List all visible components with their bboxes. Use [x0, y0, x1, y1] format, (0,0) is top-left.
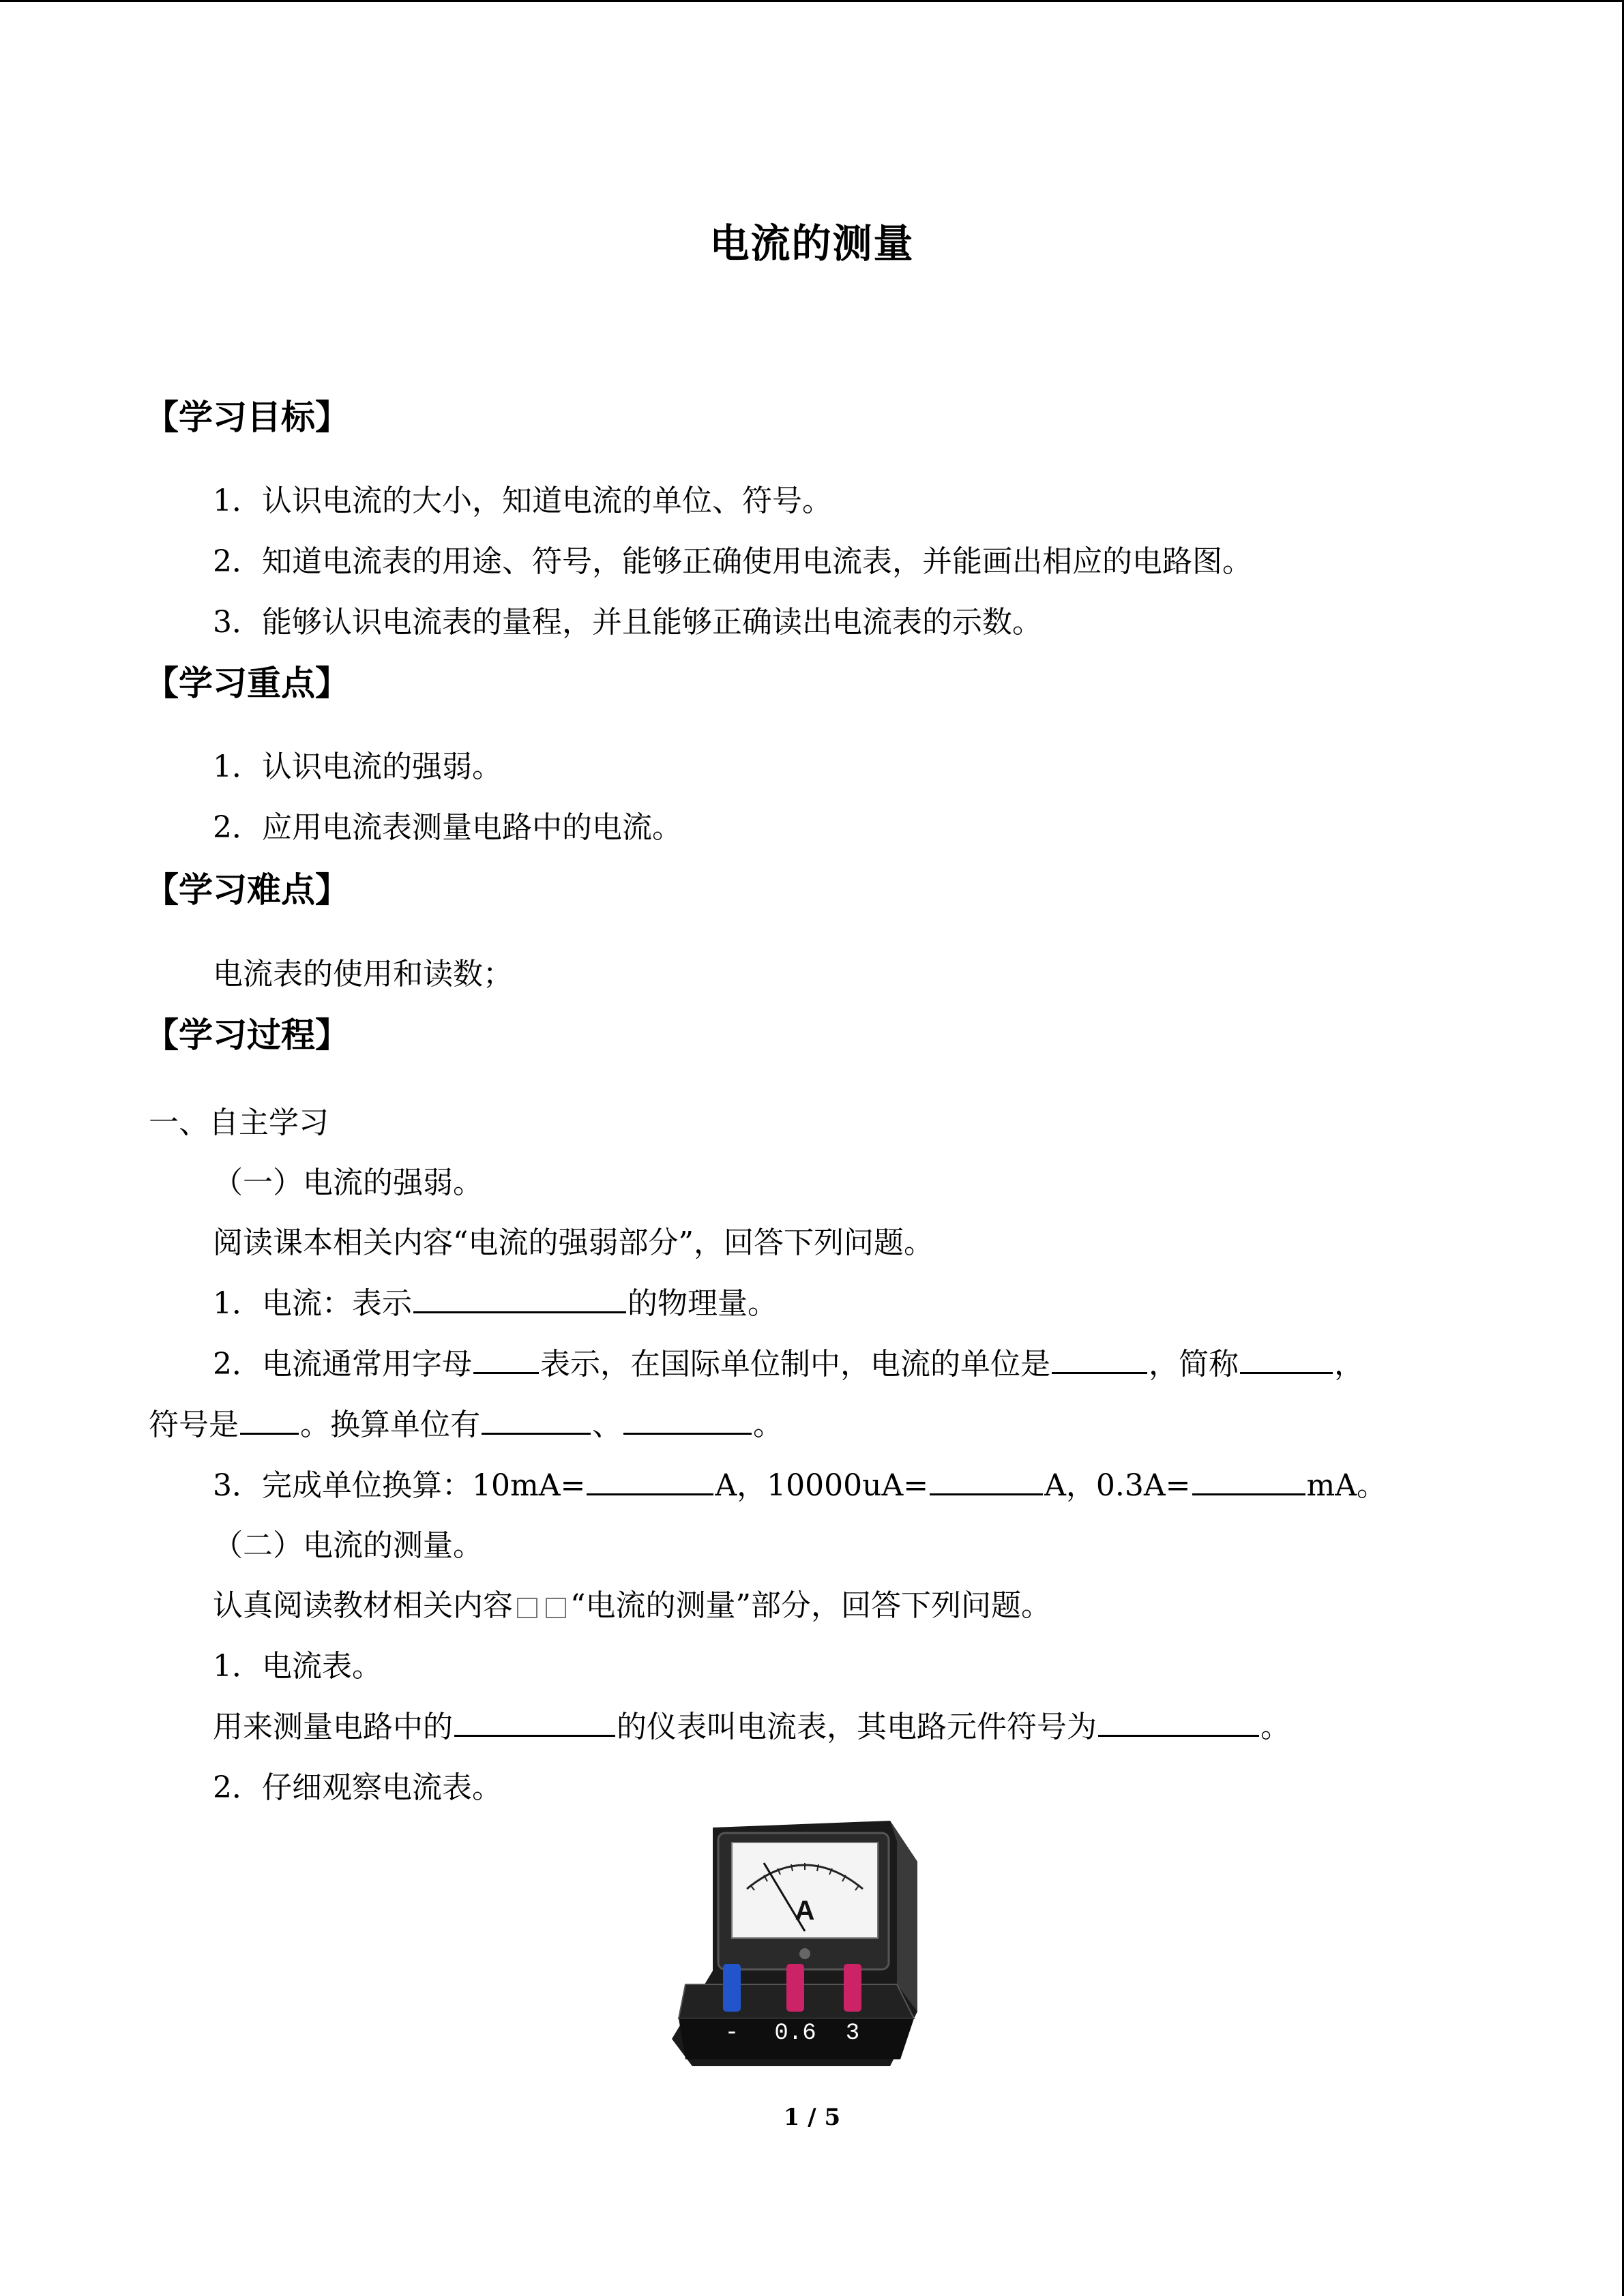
terminal-negative — [723, 1964, 741, 2012]
goal-item: 2．知道电流表的用途、符号，能够正确使用电流表，并能画出相应的电路图。 — [213, 544, 1252, 579]
goal-item: 3．能够认识电流表的量程，并且能够正确读出电流表的示数。 — [213, 605, 1042, 640]
page-number: 1 / 5 — [783, 2104, 841, 2131]
question-text: ，简称 — [1149, 1347, 1239, 1382]
question-text: A，0.3A= — [1044, 1468, 1191, 1503]
item-heading: 2．仔细观察电流表。 — [213, 1770, 502, 1805]
missing-glyph-box — [517, 1598, 537, 1618]
terminal-label: 0.6 — [774, 2021, 816, 2046]
focus-item: 1．认识电流的强弱。 — [213, 749, 502, 784]
question-text: 1．电流：表示 — [213, 1286, 412, 1321]
answer-blank[interactable] — [454, 1708, 615, 1737]
ammeter-illustration — [665, 1814, 924, 2070]
focus-item: 2．应用电流表测量电路中的电流。 — [213, 810, 682, 845]
question-text: 符号是 — [149, 1407, 239, 1442]
part-heading: 一、自主学习 — [149, 1105, 329, 1140]
instruction-text-2 — [213, 1581, 1051, 1624]
question-text: 用来测量电路中的 — [213, 1710, 453, 1744]
terminal-3 — [844, 1964, 861, 2012]
answer-blank[interactable] — [587, 1466, 713, 1495]
question-text: 。 — [753, 1407, 783, 1442]
question-3 — [213, 1461, 1387, 1504]
goal-item: 1．认识电流的大小，知道电流的单位、符号。 — [213, 483, 832, 518]
dial-letter: A — [795, 1896, 815, 1926]
page-title: 电流的测量 — [709, 220, 915, 267]
terminal-label: - — [724, 2021, 739, 2046]
answer-blank[interactable] — [930, 1466, 1043, 1495]
question-text: ， — [1334, 1347, 1364, 1382]
instruction-text: 阅读课本相关内容“电流的强弱部分”，回答下列问题。 — [213, 1225, 934, 1260]
question-text: 表示，在国际单位制中，电流的单位是 — [540, 1347, 1050, 1382]
heading-process: 【学习过程】 — [145, 1015, 349, 1055]
question-text: 。换算单位有 — [300, 1407, 480, 1442]
zero-adjust-screw — [799, 1948, 810, 1959]
question-text: 。 — [1260, 1710, 1290, 1744]
subsection-heading: （一）电流的强弱。 — [213, 1165, 483, 1200]
instruction-text: 认真阅读教材相关内容 — [213, 1588, 513, 1623]
item-heading: 1．电流表。 — [213, 1649, 382, 1684]
question-2 — [213, 1339, 1364, 1383]
answer-blank[interactable] — [482, 1405, 591, 1435]
top-border — [0, 0, 1624, 2]
heading-goals: 【学习目标】 — [145, 397, 349, 437]
heading-difficulty: 【学习难点】 — [145, 869, 349, 910]
missing-glyph-box — [546, 1598, 566, 1618]
question-text: 3．完成单位换算：10mA= — [213, 1468, 586, 1503]
answer-blank[interactable] — [1052, 1345, 1147, 1374]
answer-blank[interactable] — [623, 1405, 752, 1435]
answer-blank[interactable] — [1192, 1466, 1305, 1495]
question-text: 的物理量。 — [628, 1286, 778, 1321]
question-text: A，10000uA= — [715, 1468, 929, 1503]
question-text: 的仪表叫电流表，其电路元件符号为 — [617, 1710, 1097, 1744]
question-text: 2．电流通常用字母 — [213, 1347, 472, 1382]
question-1 — [213, 1279, 778, 1322]
instruction-text: “电流的测量”部分，回答下列问题。 — [570, 1588, 1051, 1623]
item-1-text — [213, 1702, 1290, 1746]
question-2-cont — [149, 1400, 783, 1444]
subsection-heading: （二）电流的测量。 — [213, 1528, 483, 1563]
terminal-0-6 — [786, 1964, 804, 2012]
answer-blank[interactable] — [240, 1405, 299, 1435]
question-text: mA。 — [1306, 1468, 1387, 1503]
heading-focus: 【学习重点】 — [145, 663, 349, 703]
answer-blank[interactable] — [1240, 1345, 1333, 1374]
answer-blank[interactable] — [1098, 1708, 1259, 1737]
answer-blank[interactable] — [413, 1284, 626, 1313]
answer-blank[interactable] — [473, 1345, 539, 1374]
terminal-label: 3 — [845, 2021, 860, 2046]
question-text: 、 — [592, 1407, 622, 1442]
difficulty-text: 电流表的使用和读数； — [213, 957, 513, 992]
